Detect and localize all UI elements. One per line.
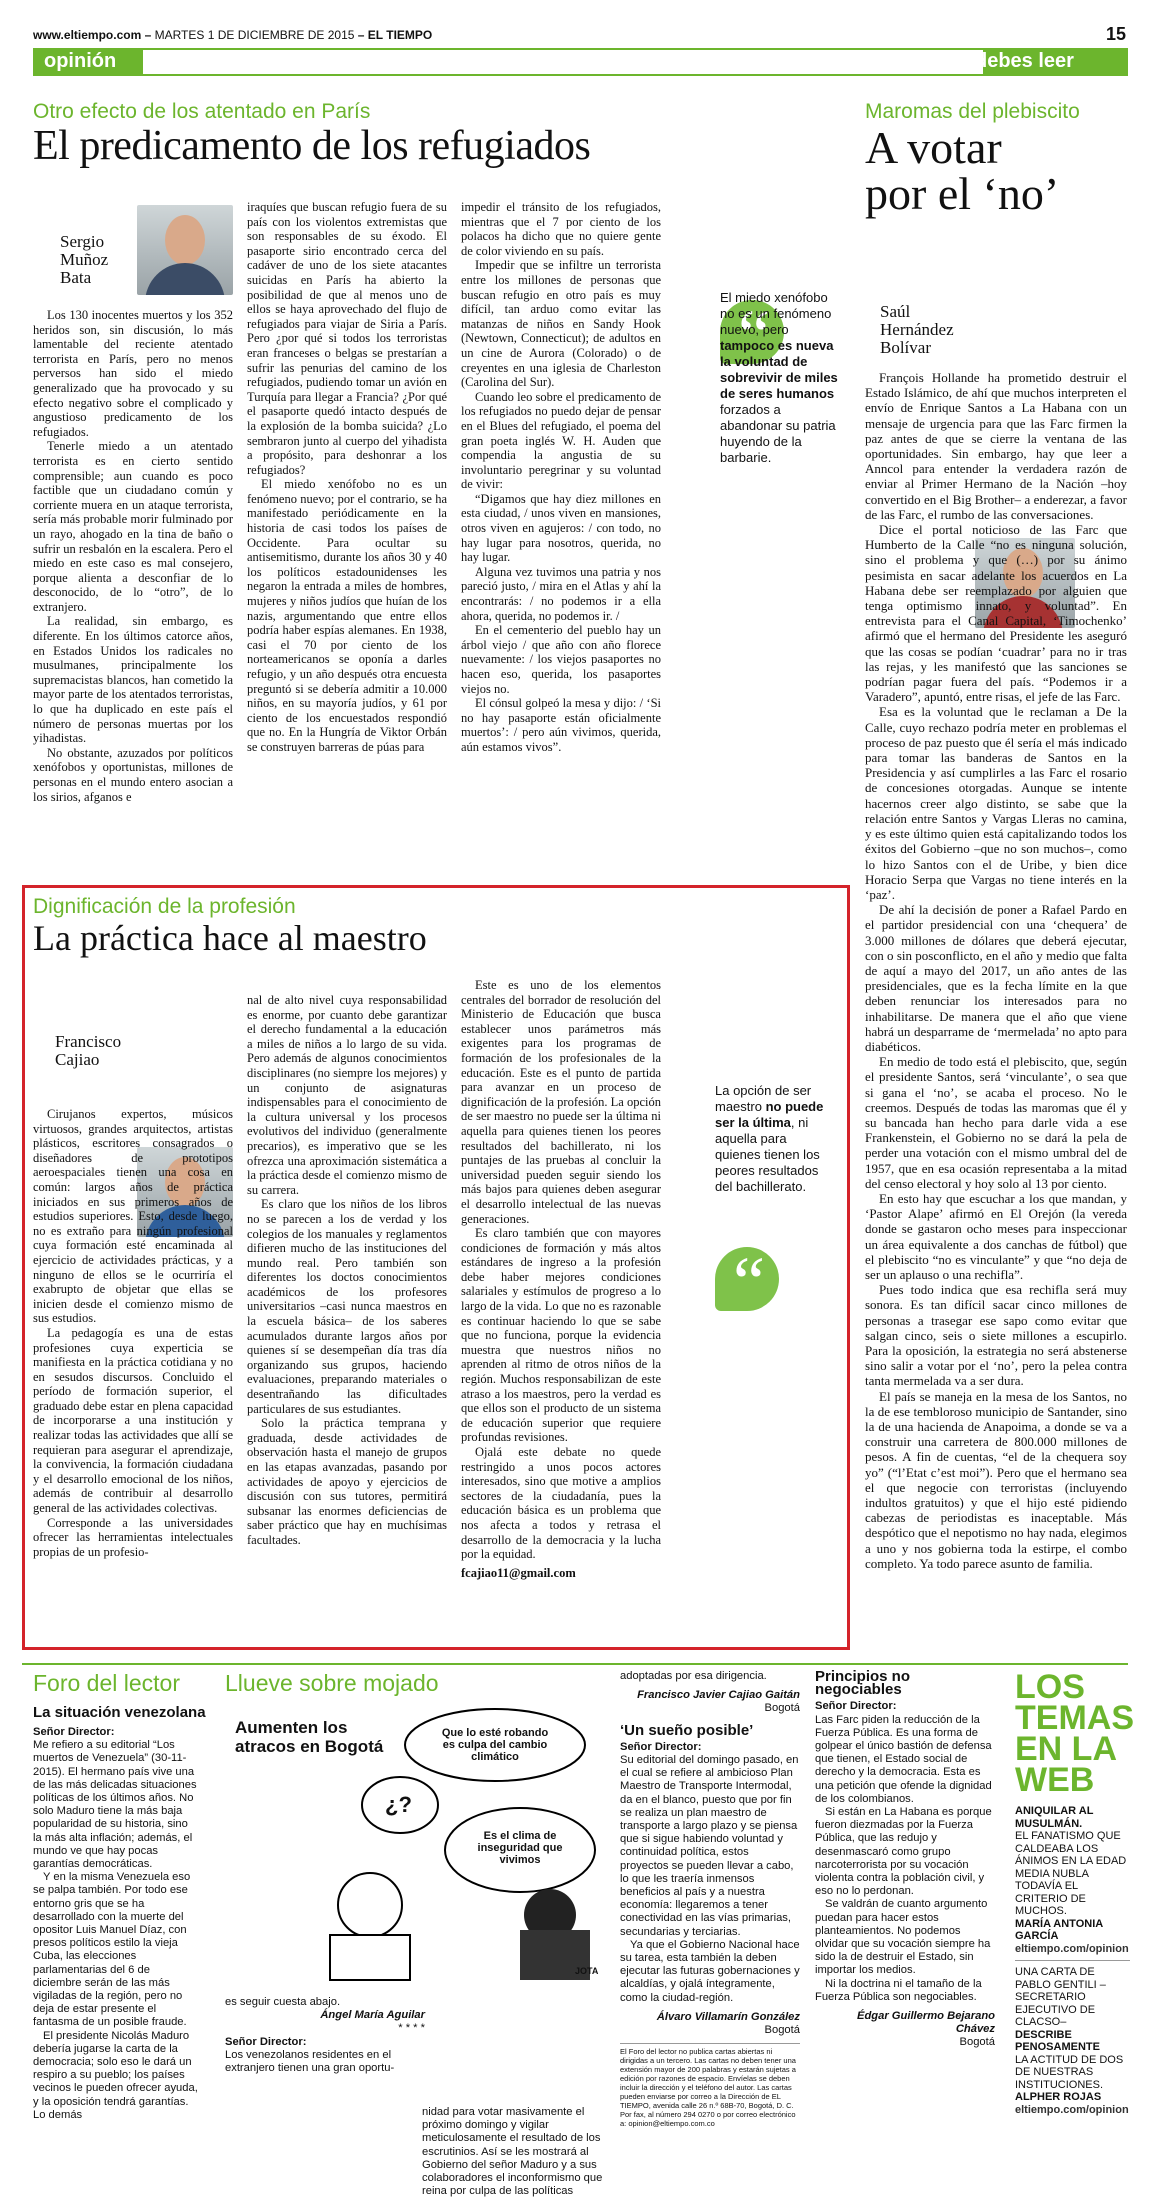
paper-name: EL TIEMPO — [367, 28, 433, 42]
section-right-label: debes leer — [975, 50, 1074, 72]
cartoon-headline: Aumenten los atracos en Bogotá — [235, 1718, 384, 1756]
article1-title: El predicamento de los refugiados — [33, 123, 591, 169]
section-label: opinión — [44, 50, 117, 72]
temas-title: LOS TEMAS EN LA WEB — [1015, 1668, 1134, 1799]
character-head — [338, 1873, 402, 1937]
cartoon-signature: JOTA — [575, 1966, 599, 1976]
issue-date: MARTES 1 DE DICIEMBRE DE 2015 — [154, 28, 355, 42]
article2-author: Francisco Cajiao — [55, 1032, 122, 1069]
foro-letter4: Principios no negociables Señor Director: Las Farc piden la reducción de la Fuerza Pública. Es una forma de golpear el único bastión de defensa que tienen, el Estado social de derecho y la democracia. Esta es una petición que ofende la dignidad de los colombianos. Si están en La Habana es porque fueron diezmadas por la Fuerza Pública, que las redujo y desenmascaró como grupo narcoterrorista por su vocación violenta contra la población civil, y eso no lo perdonan. Se valdrán de cuanto argumento puedan para hacer estos planteamientos. No podemos olvidar que su vocación siempre ha sido la de destruir el Estado, sin importar los medios. Ni la doctrina ni el tamaño de la Fuerza Pública son negociables. Édgar Guillermo Bejarano Chávez Bogotá — [815, 1668, 995, 2049]
article1-col2: iraquíes que buscan refugio fuera de su país con los violentos extremistas que son responsables de su éxodo. El pasaporte sirio encontrado cerca del cadáver de uno de los siete atacantes suicidas en París ha abierto la posibilidad de que al menos uno de ellos se haya aprovechado del flujo de refugiados para viajar de Siria a París. Pero ¿por qué si todos los terroristas eran franceses o belgas se prestarían a sufrir las penurias del camino de los refugiados, pudiendo tomar un avión en Turquía para llegar a Francia? ¿Por qué el pasaporte quedó intacto después de la explosión de la bomba suicida? ¿Lo sembraron junto al cuerpo del yihadista a propósito, para deshonrar a los refugiados? El miedo xenófobo no es un fenómeno nuevo; por el contrario, se ha manifestado periódicamente en la historia de casi todos los países de Occidente. Para ocultar su antisemitismo, durante los años 30 y 40 los políticos estadounidenses les negaron la entrada a miles de hombres, mujeres y niños judíos que huían de los nazis, argumentando que entre ellos podría haber espías alemanes. En 1938, casi el 70 por ciento de los norteamericanos se oponía a darles refugio, y un año después otra encuesta preguntó si se debería admitir a 10.000 niños, en su mayoría judíos, y 61 por ciento de los encuestados respondió que no. En la Hungría de Viktor Orbán se construyen barreras de púas para — [247, 200, 447, 754]
article1-col3: impedir el tránsito de los refugiados, mientras que el 7 por ciento de los polacos ha dicho que no quiere gente de color viviendo en su país. Impedir que se infiltre un terrorista entre los millones de personas que buscan refugio en otro país es muy difícil, tan arduo como evitar las matanzas de niños en Sandy Hook (Newtown, Connecticut); de adultos en un cine de Aurora (Colorado) o de creyentes en una iglesia de Charleston (Carolina del Sur). Cuando leo sobre el predicamento de los refugiados no puedo dejar de pensar en el Blues del refugiado, el poema del gran poeta inglés W. H. Auden que compendia la angustia de su involuntario peregrinar y su voluntad de vivir: “Digamos que hay diez millones en esta ciudad, / unos viven en mansiones, otros viven en agujeros: / con todo, no hay lugar para nosotros, querida, no hay lugar. Alguna vez tuvimos una patria y nos pareció justo, / mira en el Atlas y ahí la encontrarás: / no podemos ir a ella ahora, querida, no podemos ir. / En el cementerio del pueblo hay un árbol viejo / que año con año florece nuevamente: / los viejos pasaportes no hacen eso, querida, los pasaportes viejos no. El cónsul golpeó la mesa y dijo: / ‘Si no hay pasaporte están oficialmente muertos’: / pero aún vivimos, querida, aún estamos vivos”. — [461, 200, 661, 754]
temas-link-1[interactable]: eltiempo.com/opinion — [1015, 1942, 1129, 1955]
article2-kicker: Dignificación de la profesión — [33, 895, 296, 918]
cartoon-bubble-3: Es el clima de inseguridad que vivimos — [477, 1830, 563, 1866]
article1-author: Sergio Muñoz Bata — [60, 232, 109, 287]
article3-author: Saúl Hernández Bolívar — [880, 302, 954, 357]
character-body-2 — [330, 1935, 410, 1980]
cartoon-bubble-1: Que lo esté robando es culpa del cambio climático — [441, 1727, 549, 1763]
foro-letter1: Señor Director: Me refiero a su editorial “Los muertos de Venezuela” (30-11-2015). El hermano país vive una de las más delicadas situaciones políticas de los últimos años. No solo Maduro tiene la más baja popularidad de su historia, sino la más alta inflación; además, el mundo ve que hay pocas garantías democráticas. Y en la misma Venezuela eso se palpa también. Por todo ese entorno gris que se ha desarrollado con la muerte del opositor Luis Manuel Díaz, con presos políticos estilo la vieja Cuba, las elecciones parlamentarias del 6 de diciembre serán de las más vigiladas de la región, pero no deja de estar presente el fantasma de un posible fraude. El presidente Nicolás Maduro debería jugarse la carta de la democracia; solo eso le dará un respiro a su pueblo; los países vecinos le pueden ofrecer ayuda, y la oposición tendrá garantías. Lo demás — [33, 1726, 198, 2121]
article3-body: François Hollande ha prometido destruir el Estado Islámico, de ahí que muchos interpreten el envío de Enrique Santos a La Habana con un mensaje de urgencia para que las Farc firmen la paz antes de que se cierre la ventana de las oportunidades. Sin embargo, hay que leer a Anncol para entender la verdadera razón de enviar al Primer Hermano de la Nación –hoy convertido en el Big Brother– a enderezar, a favor de las Farc, el rumbo de las conversaciones. Dice el portal noticioso de las Farc que Humberto de la Calle “no es ninguna solución, sino el problema y que (…) por su ánimo pesimista en sacar adelante los acuerdos en La Habana debe ser reemplazado por alguien que tenga optimismo innato, y voluntad”. En entrevista para el Canal Capital, ‘Timochenko’ afirmó que el hermano del Presidente les aseguró que las cosas se podían ‘cuadrar’ para no ir tras las rejas, y les manifestó que las sanciones se podrían pagar fuera del país. “Podemos ir a Varadero”, apuntó, entre risas, el jefe de las Farc. Esa es la voluntad que le reclaman a De la Calle, cuyo rechazo podría meter en problemas el proceso de paz puesto que él sería el más indicado para tomar las banderas de Santos en la Presidencia y así cumplirles a las Farc el rosario de concesiones otorgadas. Aunque se intente hacernos creer algo distinto, se sabe que la relación entre Santos y Vargas Lleras no camina, y es este último quien está capitalizando todos los éxitos del Gobierno –que no son muchos–, como lo hizo Santos con el de Uribe, y bien dice Horacio Serpa que Vargas no tiene interés en la ‘paz’. De ahí la decisión de poner a Rafael Pardo en el partidor presidencial con una ‘chequera’ de 3.000 millones de dólares que deberá ejecutar, con o sin posconflicto, en el año y medio que falta de aquí a mayo del 2017, un año antes de las presidenciales, que es la fecha límite en la que deben renunciar los interesados para no inhabilitarse. De manera que el año que viene habrá un desparrame de ‘mermelada’ no apto para diabéticos. En medio de todo está el plebiscito, que, según el presidente Santos, será ‘vinculante’, o sea que si gana el ‘no’, se acaba el proceso. No le creemos. Después de todas las maromas que él y su bancada han hecho para darle vida a ese Frankenstein, el Gobierno no se dará la pela de perder una votación con el mismo umbral del de 1957, que en esa ocasión representaba a la mitad del censo electoral y hoy solo al 13 por ciento. En esto hay que escuchar a los que mandan, y ‘Pastor Alape’ afirmó en El Orejón (la vereda donde se gastaron ocho meses para inspeccionar un área equivalente a dos canchas de fútbol) que el plebiscito “no es vinculante” y que “no deja de ser un aplauso o una rechifla”. Pues todo indica que esa rechifla será muy sonora. Es tan difícil sacar cinco millones de personas a trasegar ese sapo como evitar que salgan cinco, seis o siete millones a escupirlo. Para la oposición, la estrategia no será abstenerse sino salir a votar por el ‘no’, pero la pelea contra tanta mermelada va a ser dura. El país se maneja en la mesa de los Santos, no la de ese tembloroso municipio de Santander, sino la de una hacienda de Anapoima, a donde se va a construir una carretera de 800.000 millones de pesos. A fin de cuentas, “el de la chequera soy yo” (“l’Etat c’est moi”). Pero que el hermano sea el que negocie con terroristas (incluyendo indultos gratuitos) y que el hijo esté pidiendo cabezas de periodistas es inaceptable. Más despótico que el nepotismo no hay nada, elegimos a uno y nos gobierna toda la estirpe, el combo completo. Ya todo parece asunto de familia. — [865, 370, 1127, 1571]
foro-letter2-cont: nidad para votar masivamente el próximo domingo y vigilar meticulosamente el resultado de los escrutinios. Así se les mostrará al Gobierno del señor Maduro y a sus colaboradores el inconformismo que reina por culpa de las políticas — [422, 2106, 603, 2198]
foro-title: Foro del lector — [33, 1670, 181, 1696]
foro-letter3: adoptadas por esa dirigencia. Francisco Javier Cajiao Gaitán Bogotá ‘Un sueño posible’ Señor Director: Su editorial del domingo pasado, en el cual se refiere al ambicioso Plan Maestro de Transporte Intermodal, da en el blanco, puesto que por fin se realiza un plan maestro de transporte a largo plazo y se piensa que si sigue habiendo voluntad y continuidad política, estos proyectos se pueden llevar a cabo, lo que les traería inmensos beneficios al país y a nuestra economía: llegaremos a tener conectividad en las vías primarias, secundarias y terciarias. Ya que el Gobierno Nacional hace su tarea, esta también la deben ejecutar las futuras gobernaciones y alcaldías, y ojalá íntegramente, como la ciudad-región. Álvaro Villamarín González Bogotá El Foro del lector no publica cartas abiertas ni dirigidas a un tercero. Las cartas no deben tener una extensión mayor de 200 palabras y estarán sujetas a edición por razones de espacio. Envíelas se deben incluir la dirección y el teléfono del autor. Las cartas pueden enviarse por correo a la Dirección de EL TIEMPO, avenida calle 26 n.º 68B-70, Bogotá, D. C. Por fax, al número 294 0270 o por correo electrónico a: opinion@eltiempo.com.co — [620, 1670, 800, 2129]
author-photo-sergio — [137, 205, 233, 295]
article3-title: A votar por el ‘no’ — [865, 122, 1060, 219]
article1-kicker: Otro efecto de los atentado en París — [33, 100, 371, 123]
article2-pullquote: La opción de ser maestro no puede ser la última, ni aquella para quienes tienen los peores resultados del bachillerato. — [715, 1083, 824, 1194]
section-bar — [33, 48, 1128, 76]
article2-title: La práctica hace al maestro — [33, 918, 427, 958]
quote-bubble-icon — [715, 1247, 779, 1311]
page-number: 15 — [1106, 24, 1127, 44]
cartoon-title: Llueve sobre mojado — [225, 1670, 439, 1696]
temas-items: ANIQUILAR AL MUSULMÁN. EL FANATISMO QUE CALDEABA LOS ÁNIMOS EN LA EDAD MEDIA NUBLA TODAVÍA EL CRITERIO DE MUCHOS. MARÍA ANTONIA GARCÍA eltiempo.com/opinion UNA CARTA DE PABLO GENTILI –SECRETARIO EJECUTIVO DE CLACSO– DESCRIBE PENOSAMENTE LA ACTITUD DE DOS DE NUESTRAS INSTITUCIONES. ALPHER ROJAS eltiempo.com/opinion — [1015, 1805, 1129, 2116]
temas-link-2[interactable]: eltiempo.com/opinion — [1015, 2103, 1129, 2116]
article2-col3: Este es uno de los elementos centrales del borrador de resolución del Ministerio de Educación que busca establecer unos parámetros más exigentes para los programas de formación de los profesionales de la educación. Este es el punto de partida para avanzar en un proceso de dignificación de la profesión. La opción de ser maestro no puede ser la última ni aquella para quienes tienen los peores resultados del bachillerato, ni los puntajes de las pruebas al concluir la universidad pueden seguir siendo los más bajos para quienes deben asegurar el desarrollo intelectual de las nuevas generaciones. Es claro también que con mayores condiciones de formación y más altos estándares de ingreso a la profesión debe haber mejores condiciones salariales y estímulos de progreso a lo largo de la vida. Lo que no es razonable es continuar haciendo lo que se sabe que no funciona, porque la evidencia muestra que nuestros niños no aprenden al ritmo de otros niños de la región. Muchos responsabilizan de este atraso a los maestros, pero la verdad es que ellos son el producto de un sistema de educación superior que requiere profundas revisiones. Ojalá este debate no quede restringido a unos pocos actores interesados, sino que motive a amplios sectores de la ciudadanía, pues la educación básica es un problema que nos afecta a todos y retrasa el desarrollo de la democracia y la lucha por la equidad. fcajiao11@gmail.com — [461, 978, 661, 1580]
author-email[interactable]: fcajiao11@gmail.com — [461, 1565, 576, 1580]
article3-kicker: Maromas del plebiscito — [865, 100, 1080, 123]
article2-col2: nal de alto nivel cuya responsabilidad es enorme, por cuanto debe garantizar el derecho fundamental a la educación a miles de niños a lo largo de su vida. Pero además de algunos conocimientos disciplinares (no siempre los mejores) y un conjunto de asignaturas indispensables para el conocimiento de la cultura universal y los procesos evolutivos del individuo (generalmente precarios), es imperativo que se les ofrezca una aproximación sistemática a la práctica desde el comienzo mismo de su carrera. Es claro que los niños de los libros no se parecen a los de verdad y los colegios de los manuales y reglamentos difieren mucho de las instituciones del mundo real. Pero también son diferentes los doctos conocimientos académicos de los profesores universitarios –casi nunca maestros en la escuela básica– de los saberes acumulados durante largos años por quienes sí se desempeñan día tras día organizando sus grupos, haciendo evaluaciones, preparando materiales o desentrañando las dificultades particulares de sus estudiantes. Solo la práctica temprana y graduada, desde actividades de observación hasta el manejo de grupos en las etapas avanzadas, pasando por actividades de apoyo y ejercicios de discusión con sus tutores, permitirá subsanar las enormes deficiencias de saber práctico que hay en muchísimas facultades. — [247, 993, 447, 1547]
foro-letter1-end: es seguir cuesta abajo. Ángel María Aguilar * * * * Señor Director: Los venezolanos residentes en el extranjero tienen una gran oportu- — [225, 1996, 425, 2075]
article2-col1: Cirujanos expertos, músicos virtuosos, grandes arquitectos, artistas plásticos, escritores consagrados o diseñadores de prototipos aeroespaciales tienen una cosa en común: largos años de práctica iniciados en sus primeros años de estudios superiores. Esto, desde luego, no es extraño para ningún profesional cuya formación esté encaminada al ejercicio de actividades prácticas, y a ninguno de ellos se le ocurriría el exabrupto de objetar que ellas se inicien desde el comienzo mismo de sus estudios. La pedagogía es una de estas profesiones cuya experticia se manifiesta en la práctica cotidiana y no en sesudos discursos. Concluido el período de formación superior, el graduado debe estar en plena capacidad de incorporarse a una institución y realizar todas las actividades que allí se requieran para asegurar el aprendizaje, la convivencia, la formación ciudadana y el desarrollo emocional de los niños, además de contribuir al desarrollo general de las actividades colectivas. Corresponde a las universidades ofrecer las herramientas intelectuales propias de un profesio- — [33, 1107, 233, 1559]
site-url[interactable]: www.eltiempo.com — [33, 28, 142, 42]
article1-pullquote: El miedo xenófobo no es un fenómeno nuevo, pero tampoco es nueva la voluntad de sobrevivir de miles de seres humanos forzados a abandonar su patria huyendo de la barbarie. — [720, 290, 838, 465]
header-line: www.eltiempo.com – MARTES 1 DE DICIEMBRE DE 2015 – EL TIEMPO — [33, 28, 433, 42]
foro-heading: La situación venezolana — [33, 1704, 206, 1721]
cartoon-bubble-2: ¿? — [385, 1792, 412, 1817]
divider — [22, 1663, 1128, 1665]
article1-col1: Los 130 inocentes muertos y los 352 heridos son, sin discusión, lo más lamentable del reciente atentado terrorista en París, pero no menos perversos han sido el miedo generalizado que ha provocado y su efecto negativo sobre el complicado y angustioso predicamento de los refugiados. Tenerle miedo a un atentado terrorista es en cierto sentido comprensible; aun cuando es poco factible que un ciudadano común y corriente muera en un ataque terrorista, sería más probable morir fulminado por un rayo, ahogado en la tina de baño o sufrir un resbalón en la escalera. Pero el miedo en este caso es mal consejero, porque alienta a desconfiar de lo desconocido, de lo “otro”, de lo extranjero. La realidad, sin embargo, es diferente. En los últimos catorce años, en Estados Unidos los radicales no musulmanes, principalmente los supremacistas blancos, han cometido la mayor parte de los atentados terroristas, lo que ha duplicado en este país el número de personas muertas por los yihadistas. No obstante, azuzados por políticos xenófobos y oportunistas, millones de personas en el mundo entero asocian a los sirios, afganos e — [33, 308, 233, 804]
